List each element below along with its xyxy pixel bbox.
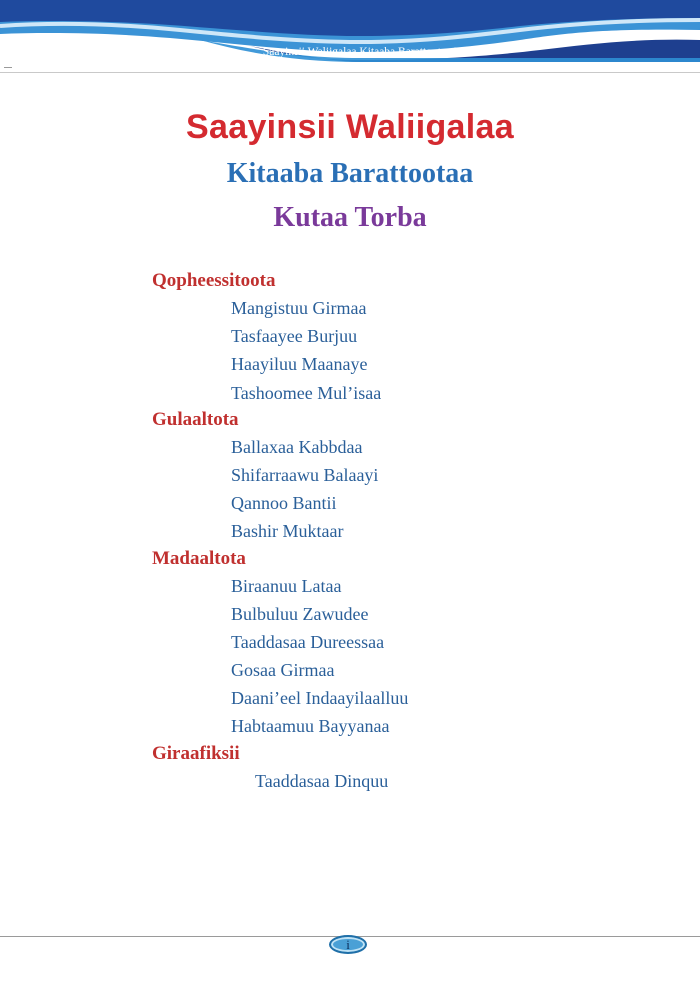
credit-name: Qannoo Bantii <box>231 493 337 514</box>
header-divider <box>0 72 700 73</box>
credit-section-evaluators <box>152 546 552 741</box>
section-heading: Giraafiksii <box>152 742 240 764</box>
section-heading: Qopheessitoota <box>152 270 276 291</box>
running-header-title: Saayinsii Waliigalaa Kitaaba Barattootaa Kutaa 7 <box>262 46 490 58</box>
credit-name: Tashoomee Mul’isaa <box>231 382 382 403</box>
header-banner <box>0 0 700 70</box>
credit-section-writers <box>152 268 552 407</box>
credit-name: Tasfaayee Burjuu <box>231 326 358 347</box>
credit-name: Taaddasaa Dinquu <box>255 770 389 791</box>
credit-name: Ballaxaa Kabbdaa <box>231 436 363 457</box>
book-subtitle: Kitaaba Barattootaa <box>226 158 474 189</box>
grade-label: Kutaa Torba <box>273 202 427 233</box>
credit-section-graphics <box>152 741 552 795</box>
section-heading: Madaaltota <box>152 547 246 569</box>
book-title: Saayinsii Waliigalaa <box>186 108 514 146</box>
page-number-badge <box>329 935 367 954</box>
credit-name: Habtaamuu Bayyanaa <box>231 716 390 737</box>
credit-name: Shifarraawu Balaayi <box>231 464 379 485</box>
credit-name: Gosaa Girmaa <box>231 660 335 681</box>
credits-list <box>152 268 552 795</box>
header-tick <box>4 67 12 68</box>
page-number: i <box>346 937 350 952</box>
credit-name: Daani’eel Indaayilaalluu <box>231 688 409 709</box>
credit-name: Mangistuu Girmaa <box>231 298 367 318</box>
credit-name: Bashir Muktaar <box>231 521 344 542</box>
credit-name: Biraanuu Lataa <box>231 575 342 596</box>
credit-name: Taaddasaa Dureessaa <box>231 631 385 652</box>
credit-name: Bulbuluu Zawudee <box>231 603 369 624</box>
credit-name: Haayiluu Maanaye <box>231 354 368 375</box>
credit-section-editors <box>152 407 552 546</box>
section-heading: Gulaaltota <box>152 408 239 430</box>
